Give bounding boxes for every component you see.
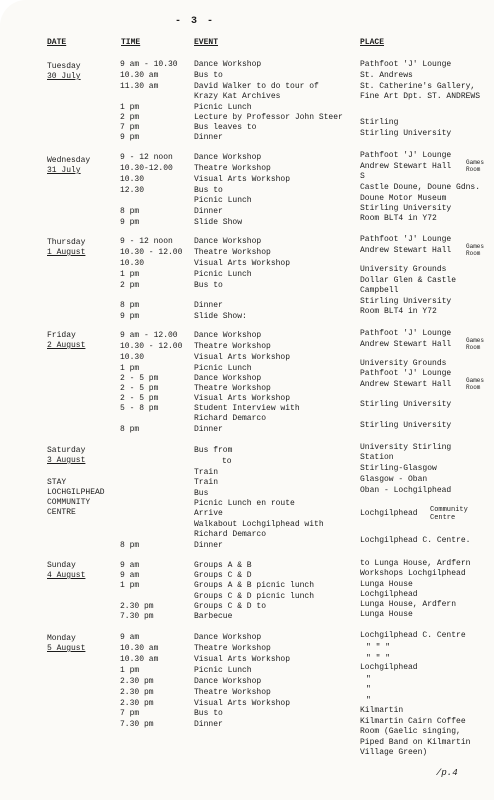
games-room-note: Games bbox=[466, 337, 485, 344]
time-cell: 11.30 am bbox=[120, 82, 159, 91]
time-cell: 10.30 - 12.00 bbox=[120, 342, 183, 351]
event-cell: Visual Arts Workshop bbox=[194, 353, 291, 362]
event-cell: Bus to bbox=[194, 281, 223, 290]
place-cell: Andrew Stewart Hall bbox=[360, 162, 452, 171]
place-cell: Pathfoot 'J' Lounge bbox=[360, 329, 452, 338]
place-cell: Room BLT4 in Y72 bbox=[360, 214, 437, 223]
place-cell: Pathfoot 'J' Lounge bbox=[360, 151, 452, 160]
place-cell: University Stirling bbox=[360, 443, 452, 452]
place-cell: Workshops Lochgilphead bbox=[360, 569, 466, 578]
event-cell: Train bbox=[194, 478, 219, 487]
event-cell: Dinner bbox=[194, 133, 223, 142]
place-cell: Room BLT4 in Y72 bbox=[360, 307, 437, 316]
place-cell: St. Catherine's Gallery, bbox=[360, 82, 476, 91]
time-cell: 9 - 12 noon bbox=[120, 237, 173, 246]
place-cell: Lunga House bbox=[360, 580, 413, 589]
time-cell: 2.30 pm bbox=[120, 677, 154, 686]
stay-note: STAY LOCHGILPHEAD COMMUNITY CENTRE bbox=[47, 478, 105, 517]
time-cell: 1 pm bbox=[120, 103, 140, 112]
event-cell: Dance Workshop bbox=[194, 153, 262, 162]
event-cell: Dance Workshop bbox=[194, 331, 262, 340]
games-room-note: Room bbox=[466, 384, 481, 391]
place-header: PLACE bbox=[360, 38, 385, 47]
place-cell: Andrew Stewart Hall bbox=[360, 340, 452, 349]
event-cell: Picnic Lunch bbox=[194, 364, 252, 373]
time-cell: 8 pm bbox=[120, 425, 140, 434]
place-cell: " " " bbox=[366, 643, 391, 652]
time-cell: 2 - 5 pm bbox=[120, 384, 159, 393]
place-cell: Stirling University bbox=[360, 129, 452, 138]
centre-note: Centre bbox=[430, 514, 456, 522]
event-cell: Picnic Lunch en route bbox=[194, 499, 295, 508]
day-label: Thursday 1 August bbox=[47, 238, 86, 257]
place-cell: Andrew Stewart Hall bbox=[360, 380, 452, 389]
time-cell: 5 - 8 pm bbox=[120, 404, 159, 413]
event-cell: Dance Workshop bbox=[194, 237, 262, 246]
time-cell: 2.30 pm bbox=[120, 688, 154, 697]
place-cell: to Lunga House, Ardfern bbox=[360, 559, 471, 568]
time-cell: 1 pm bbox=[120, 666, 140, 675]
day-label: Saturday 3 August bbox=[47, 446, 86, 465]
games-room-note: Games bbox=[466, 159, 485, 166]
place-cell: Village Green) bbox=[360, 748, 428, 757]
place-cell: Dollar Glen & Castle bbox=[360, 276, 457, 285]
event-cell: Student Interview with bbox=[194, 404, 300, 413]
place-cell: Lochgilphead C. Centre bbox=[360, 631, 466, 640]
event-cell: Groups C & D picnic lunch bbox=[194, 592, 315, 601]
day-label: Friday 2 August bbox=[47, 331, 86, 350]
games-room-note: Games bbox=[466, 243, 485, 250]
place-cell: Lunga House, Ardfern bbox=[360, 600, 457, 609]
event-cell: Bus bbox=[194, 489, 209, 498]
place-cell: Stirling University bbox=[360, 400, 452, 409]
place-cell: " " " bbox=[366, 654, 391, 663]
time-cell: 8 pm bbox=[120, 301, 140, 310]
time-cell: 10.30-12.00 bbox=[120, 164, 173, 173]
games-room-note: Room bbox=[466, 250, 481, 257]
time-cell: 9 pm bbox=[120, 312, 140, 321]
time-header: TIME bbox=[121, 38, 141, 47]
event-cell: Dinner bbox=[194, 301, 223, 310]
time-cell: 12.30 bbox=[120, 186, 145, 195]
time-cell: 2 pm bbox=[120, 281, 140, 290]
place-cell: " bbox=[366, 685, 371, 694]
time-cell: 9 am bbox=[120, 633, 140, 642]
event-cell: Bus leaves to bbox=[194, 123, 257, 132]
time-cell: 1 pm bbox=[120, 270, 140, 279]
event-cell: Visual Arts Workshop bbox=[194, 259, 291, 268]
place-cell: Lochgilphead bbox=[360, 590, 418, 599]
event-cell: Barbecue bbox=[194, 612, 233, 621]
time-cell: 7 pm bbox=[120, 709, 140, 718]
place-cell: Campbell bbox=[360, 286, 399, 295]
event-header: EVENT bbox=[194, 38, 219, 47]
event-cell: Bus to bbox=[194, 709, 223, 718]
event-cell: Arrive bbox=[194, 509, 223, 518]
time-cell: 7.30 pm bbox=[120, 612, 154, 621]
event-cell: Bus from bbox=[194, 446, 233, 455]
next-page-note: /p.4 bbox=[436, 768, 458, 778]
event-cell: Bus to bbox=[194, 186, 223, 195]
time-cell: 10.30 am bbox=[120, 655, 159, 664]
event-cell: Dance Workshop bbox=[194, 60, 262, 69]
time-cell: 9 pm bbox=[120, 133, 140, 142]
time-cell: 10.30 - 12.00 bbox=[120, 248, 183, 257]
place-cell: Stirling University bbox=[360, 204, 452, 213]
event-cell: Train bbox=[194, 468, 219, 477]
time-cell: 9 am bbox=[120, 561, 140, 570]
event-cell: Picnic Lunch bbox=[194, 270, 252, 279]
place-cell: Piped Band on Kilmartin bbox=[360, 738, 471, 747]
time-cell: 10.30 bbox=[120, 353, 145, 362]
place-cell: Kilmartin Cairn Coffee bbox=[360, 717, 466, 726]
event-cell: Theatre Workshop bbox=[194, 342, 271, 351]
place-cell: St. Andrews bbox=[360, 71, 413, 80]
time-cell: 9 am - 12.00 bbox=[120, 331, 178, 340]
place-cell: Pathfoot 'J' Lounge bbox=[360, 235, 452, 244]
day-label: Monday 5 August bbox=[47, 634, 86, 653]
place-cell: Room (Gaelic singing, bbox=[360, 727, 461, 736]
event-cell: Richard Demarco bbox=[194, 414, 267, 423]
place-cell: Andrew Stewart Hall bbox=[360, 246, 452, 255]
games-room-note: Room bbox=[466, 344, 481, 351]
event-cell: Visual Arts Workshop bbox=[194, 699, 291, 708]
place-cell: Lochgilphead bbox=[360, 663, 418, 672]
day-label: Wednesday 31 July bbox=[47, 156, 91, 175]
event-cell: Theatre Workshop bbox=[194, 164, 271, 173]
time-cell: 2 - 5 pm bbox=[120, 394, 159, 403]
event-cell: Groups C & D to bbox=[194, 602, 267, 611]
date-header: DATE bbox=[47, 38, 67, 47]
event-cell: Lecture by Professor John Steer bbox=[194, 113, 343, 122]
event-cell: Dinner bbox=[194, 207, 223, 216]
place-cell: University Grounds bbox=[360, 265, 447, 274]
event-cell: Dance Workshop bbox=[194, 374, 262, 383]
time-cell: 10.30 am bbox=[120, 71, 159, 80]
place-cell: Lochgilphead bbox=[360, 509, 418, 518]
event-cell: Theatre Workshop bbox=[194, 644, 271, 653]
event-cell: Picnic Lunch bbox=[194, 196, 252, 205]
time-cell: 9 - 12 noon bbox=[120, 153, 173, 162]
event-cell: Dinner bbox=[194, 425, 223, 434]
event-cell: David Walker to do tour of bbox=[194, 82, 319, 91]
time-cell: 10.30 bbox=[120, 259, 145, 268]
place-cell: Castle Doune, Doune Gdns. bbox=[360, 183, 481, 192]
place-cell: " bbox=[366, 696, 371, 705]
place-cell: Lochgilphead C. Centre. bbox=[360, 536, 471, 545]
event-cell: Theatre Workshop bbox=[194, 248, 271, 257]
place-cell: Station bbox=[360, 453, 394, 462]
event-cell: Dinner bbox=[194, 720, 223, 729]
time-cell: 8 pm bbox=[120, 541, 140, 550]
event-cell: Slide Show bbox=[194, 218, 243, 227]
event-cell: Visual Arts Workshop bbox=[194, 394, 291, 403]
day-label: Tuesday 30 July bbox=[47, 62, 81, 81]
event-cell: Groups C & D bbox=[194, 571, 252, 580]
place-cell: Lunga House bbox=[360, 610, 413, 619]
place-cell: University Grounds bbox=[360, 359, 447, 368]
event-cell: to bbox=[222, 457, 232, 466]
event-cell: Theatre Workshop bbox=[194, 688, 271, 697]
time-cell: 7.30 pm bbox=[120, 720, 154, 729]
event-cell: Groups A & B picnic lunch bbox=[194, 581, 315, 590]
place-cell: S bbox=[360, 172, 365, 181]
place-cell: Stirling University bbox=[360, 297, 452, 306]
games-room-note: Room bbox=[466, 166, 481, 173]
place-cell: Stirling-Glasgow bbox=[360, 464, 437, 473]
time-cell: 2.30 pm bbox=[120, 602, 154, 611]
place-cell: Pathfoot 'J' Lounge bbox=[360, 369, 452, 378]
event-cell: Krazy Kat Archives bbox=[194, 92, 281, 101]
time-cell: 1 pm bbox=[120, 364, 140, 373]
event-cell: Dance Workshop bbox=[194, 633, 262, 642]
event-cell: Slide Show: bbox=[194, 312, 247, 321]
event-cell: Groups A & B bbox=[194, 561, 252, 570]
time-cell: 9 pm bbox=[120, 218, 140, 227]
time-cell: 9 am - 10.30 bbox=[120, 60, 178, 69]
community-note: Community bbox=[430, 506, 468, 514]
place-cell: Fine Art Dpt. ST. ANDREWS bbox=[360, 92, 481, 101]
place-cell: Oban - Lochgilphead bbox=[360, 486, 452, 495]
day-label: Sunday 4 August bbox=[47, 561, 86, 580]
time-cell: 2.30 pm bbox=[120, 699, 154, 708]
time-cell: 10.30 am bbox=[120, 644, 159, 653]
time-cell: 8 pm bbox=[120, 207, 140, 216]
time-cell: 2 - 5 pm bbox=[120, 374, 159, 383]
place-cell: Doune Motor Museum bbox=[360, 194, 447, 203]
place-cell: Stirling bbox=[360, 118, 399, 127]
event-cell: Theatre Workshop bbox=[194, 384, 271, 393]
event-cell: Picnic Lunch bbox=[194, 103, 252, 112]
place-cell: Pathfoot 'J' Lounge bbox=[360, 60, 452, 69]
event-cell: Dance Workshop bbox=[194, 677, 262, 686]
event-cell: Walkabout Lochgilphead with bbox=[194, 520, 324, 529]
time-cell: 2 pm bbox=[120, 113, 140, 122]
page-number: - 3 - bbox=[175, 16, 216, 27]
time-cell: 9 am bbox=[120, 571, 140, 580]
event-cell: Visual Arts Workshop bbox=[194, 655, 291, 664]
event-cell: Picnic Lunch bbox=[194, 666, 252, 675]
place-cell: Stirling University bbox=[360, 421, 452, 430]
place-cell: Kilmartin bbox=[360, 706, 404, 715]
place-cell: Glasgow - Oban bbox=[360, 475, 428, 484]
place-cell: " bbox=[366, 675, 371, 684]
event-cell: Richard Demarco bbox=[194, 530, 267, 539]
event-cell: Bus to bbox=[194, 71, 223, 80]
time-cell: 10.30 bbox=[120, 175, 145, 184]
games-room-note: Games bbox=[466, 377, 485, 384]
time-cell: 1 pm bbox=[120, 581, 140, 590]
time-cell: 7 pm bbox=[120, 123, 140, 132]
event-cell: Visual Arts Workshop bbox=[194, 175, 291, 184]
event-cell: Dinner bbox=[194, 541, 223, 550]
